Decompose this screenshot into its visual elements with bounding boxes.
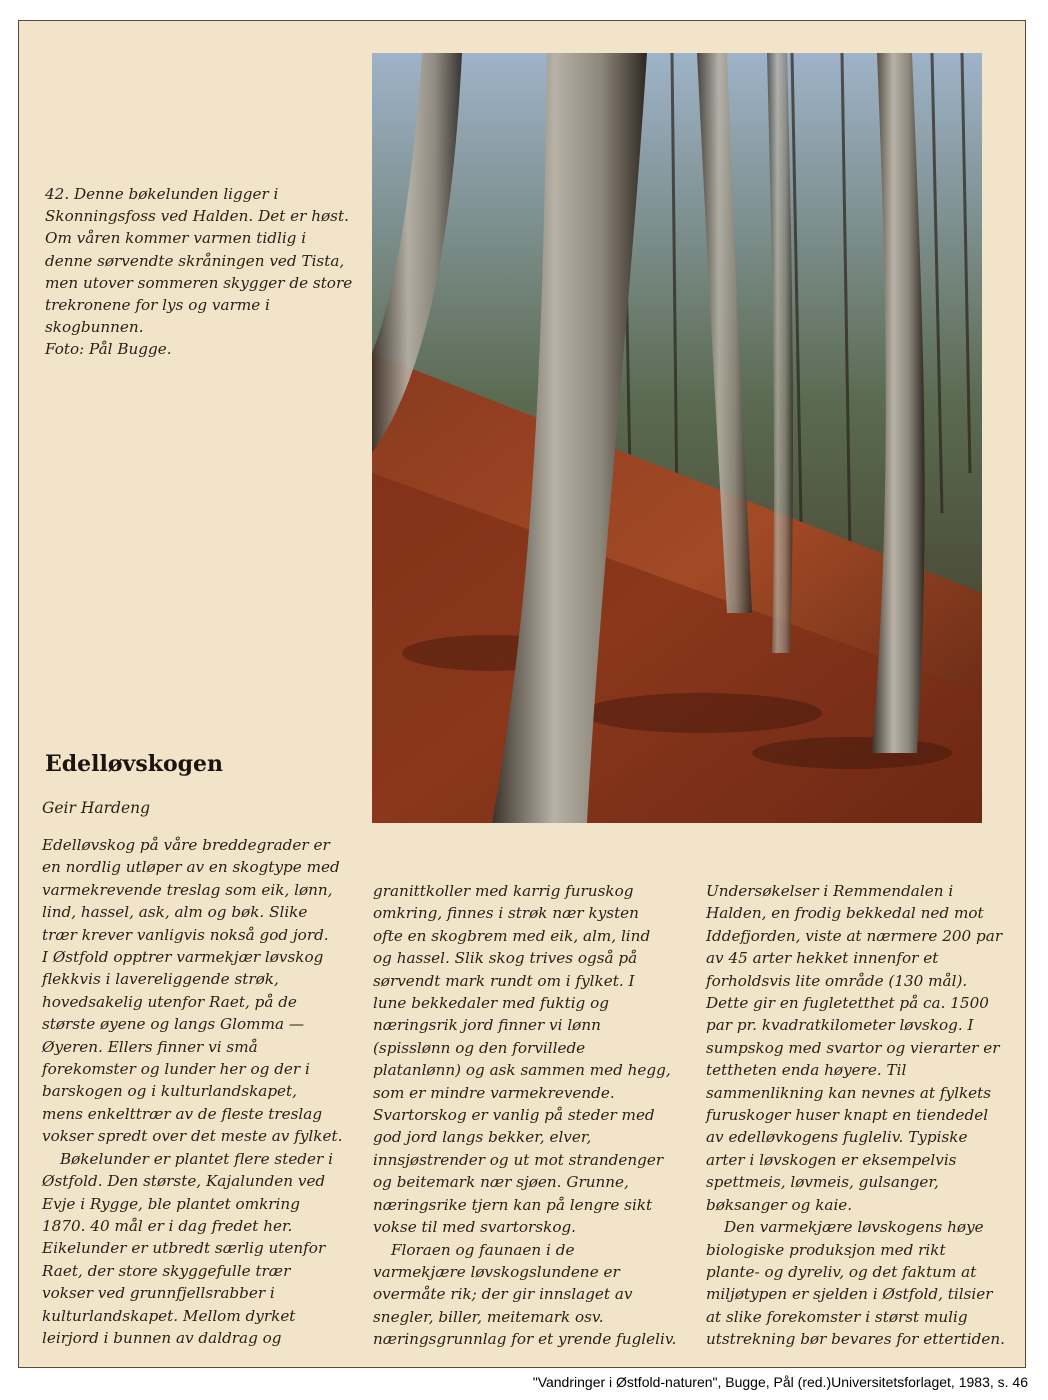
- text-line: sumpskog med svartor og vierarter er: [706, 1038, 1000, 1057]
- text-line: Den varmekjære løvskogens høye: [724, 1218, 984, 1237]
- text-line: vokser spredt over det meste av fylket.: [42, 1127, 343, 1146]
- text-line: par pr. kvadratkilometer løvskog. I: [706, 1016, 974, 1035]
- text-line: næringsrik jord finner vi lønn: [373, 1016, 601, 1035]
- text-line: forholdsvis lite område (130 mål).: [706, 971, 968, 990]
- text-line: trær krever vanligvis nokså god jord.: [42, 925, 329, 944]
- text-line: tettheten enda høyere. Til: [706, 1061, 907, 1080]
- text-line: 1870. 40 mål er i dag fredet her.: [42, 1216, 293, 1235]
- text-line: en nordlig utløper av en skogtype med: [42, 858, 340, 877]
- text-line: Iddefjorden, viste at nærmere 200 par: [706, 926, 1003, 945]
- text-line: og beitemark nær sjøen. Grunne,: [373, 1173, 629, 1192]
- caption-line: skogbunnen.: [45, 318, 144, 337]
- text-line: miljøtypen er sjelden i Østfold, tilsier: [706, 1285, 993, 1304]
- caption-credit: Foto: Pål Bugge.: [45, 340, 172, 359]
- text-line: (spisslønn og den forvillede: [373, 1038, 586, 1057]
- text-line: kulturlandskapet. Mellom dyrket: [42, 1306, 296, 1325]
- text-line: god jord langs bekker, elver,: [373, 1128, 592, 1147]
- text-line: lune bekkedaler med fuktig og: [373, 994, 609, 1013]
- caption-line: denne sørvendte skråningen ved Tista,: [45, 251, 345, 270]
- text-line: mens enkelttrær av de fleste treslag: [42, 1104, 323, 1123]
- text-line: næringsrike tjern kan på lengre sikt: [373, 1195, 653, 1214]
- text-line: og hassel. Slik skog trives også på: [373, 949, 638, 968]
- text-line: bøksanger og kaie.: [706, 1195, 853, 1214]
- caption-line: Skonningsfoss ved Halden. Det er høst.: [45, 207, 349, 226]
- text-line: I Østfold opptrer varmekjær løvskog: [42, 948, 324, 967]
- text-line: vokse til med svartorskog.: [373, 1218, 577, 1237]
- text-line: Floraen og faunaen i de: [391, 1240, 575, 1259]
- text-line: vokser ved grunnfjellsrabber i: [42, 1284, 275, 1303]
- text-line: av 45 arter hekket innenfor et: [706, 949, 939, 968]
- text-line: barskogen og i kulturlandskapet,: [42, 1082, 297, 1101]
- text-line: lind, hassel, ask, alm og bøk. Slike: [42, 903, 308, 922]
- source-citation: "Vandringer i Østfold-naturen", Bugge, Pål (red.)Universitetsforlaget, 1983, s. 46: [532, 1374, 1028, 1390]
- text-line: Edelløvskog på våre breddegrader er: [42, 836, 330, 854]
- text-line: Øyeren. Ellers finner vi små: [42, 1037, 258, 1056]
- text-column-1: [42, 834, 342, 1349]
- text-line: Dette gir en fugletetthet på ca. 1500: [706, 994, 989, 1013]
- caption-line: 42. Denne bøkelunden ligger i: [45, 185, 279, 203]
- forest-photo: [372, 53, 982, 823]
- text-line: Svartorskog er vanlig på steder med: [373, 1106, 655, 1125]
- text-line: sørvendt mark rundt om i fylket. I: [373, 971, 635, 990]
- article-author: Geir Hardeng: [42, 799, 151, 817]
- text-line: største øyene og langs Glomma —: [42, 1015, 305, 1034]
- text-line: biologiske produksjon med rikt: [706, 1240, 946, 1259]
- text-line: snegler, biller, meitemark osv.: [373, 1307, 604, 1326]
- text-line: overmåte rik; der gir innslaget av: [373, 1285, 633, 1304]
- text-line: som er mindre varmekrevende.: [373, 1083, 615, 1102]
- text-column-2: [373, 880, 676, 1351]
- book-page: [18, 20, 1026, 1368]
- caption-line: trekronene for lys og varme i: [45, 296, 270, 315]
- beech-grove-image: [372, 53, 982, 823]
- text-line: utstrekning bør bevares for ettertiden.: [706, 1330, 1005, 1349]
- text-line: sammenlikning kan nevnes at fylkets: [706, 1083, 992, 1102]
- text-line: arter i løvskogen er eksempelvis: [706, 1150, 957, 1169]
- text-line: furuskoger huser knapt en tiendedel: [706, 1106, 989, 1125]
- text-line: Bøkelunder er plantet flere steder i: [60, 1149, 333, 1168]
- photo-caption: [45, 183, 365, 361]
- text-line: Halden, en frodig bekkedal ned mot: [706, 904, 984, 923]
- article-title: Edelløvskogen: [45, 751, 223, 777]
- text-line: Undersøkelser i Remmendalen i: [706, 882, 954, 900]
- text-line: ofte en skogbrem med eik, alm, lind: [373, 926, 651, 945]
- caption-line: Om våren kommer varmen tidlig i: [45, 229, 307, 248]
- caption-line: men utover sommeren skygger de store: [45, 273, 353, 292]
- text-line: Raet, der store skyggefulle trær: [42, 1261, 291, 1280]
- text-line: forekomster og lunder her og der i: [42, 1060, 310, 1079]
- text-line: av edelløvkogens fugleliv. Typiske: [706, 1128, 968, 1147]
- text-line: innsjøstrender og ut mot strandenger: [373, 1150, 664, 1169]
- text-line: omkring, finnes i strøk nær kysten: [373, 904, 639, 923]
- text-line: varmekrevende treslag som eik, lønn,: [42, 880, 333, 899]
- text-line: varmekjære løvskogslundene er: [373, 1262, 620, 1281]
- text-line: Østfold. Den største, Kajalunden ved: [42, 1172, 326, 1191]
- text-line: Evje i Rygge, ble plantet omkring: [42, 1194, 300, 1213]
- text-line: Eikelunder er utbredt særlig utenfor: [42, 1239, 326, 1258]
- text-line: at slike forekomster i størst mulig: [706, 1307, 968, 1326]
- text-line: flekkvis i lavereliggende strøk,: [42, 970, 279, 989]
- text-line: hovedsakelig utenfor Raet, på de: [42, 992, 297, 1011]
- text-column-3: [706, 880, 1005, 1351]
- text-line: platanlønn) og ask sammen med hegg,: [373, 1061, 671, 1080]
- text-line: plante- og dyreliv, og det faktum at: [706, 1262, 977, 1281]
- text-line: granittkoller med karrig furuskog: [373, 882, 634, 900]
- text-line: spettmeis, løvmeis, gulsanger,: [706, 1173, 939, 1192]
- text-line: leirjord i bunnen av daldrag og: [42, 1328, 282, 1347]
- text-line: næringsgrunnlag for et yrende fugleliv.: [373, 1330, 677, 1349]
